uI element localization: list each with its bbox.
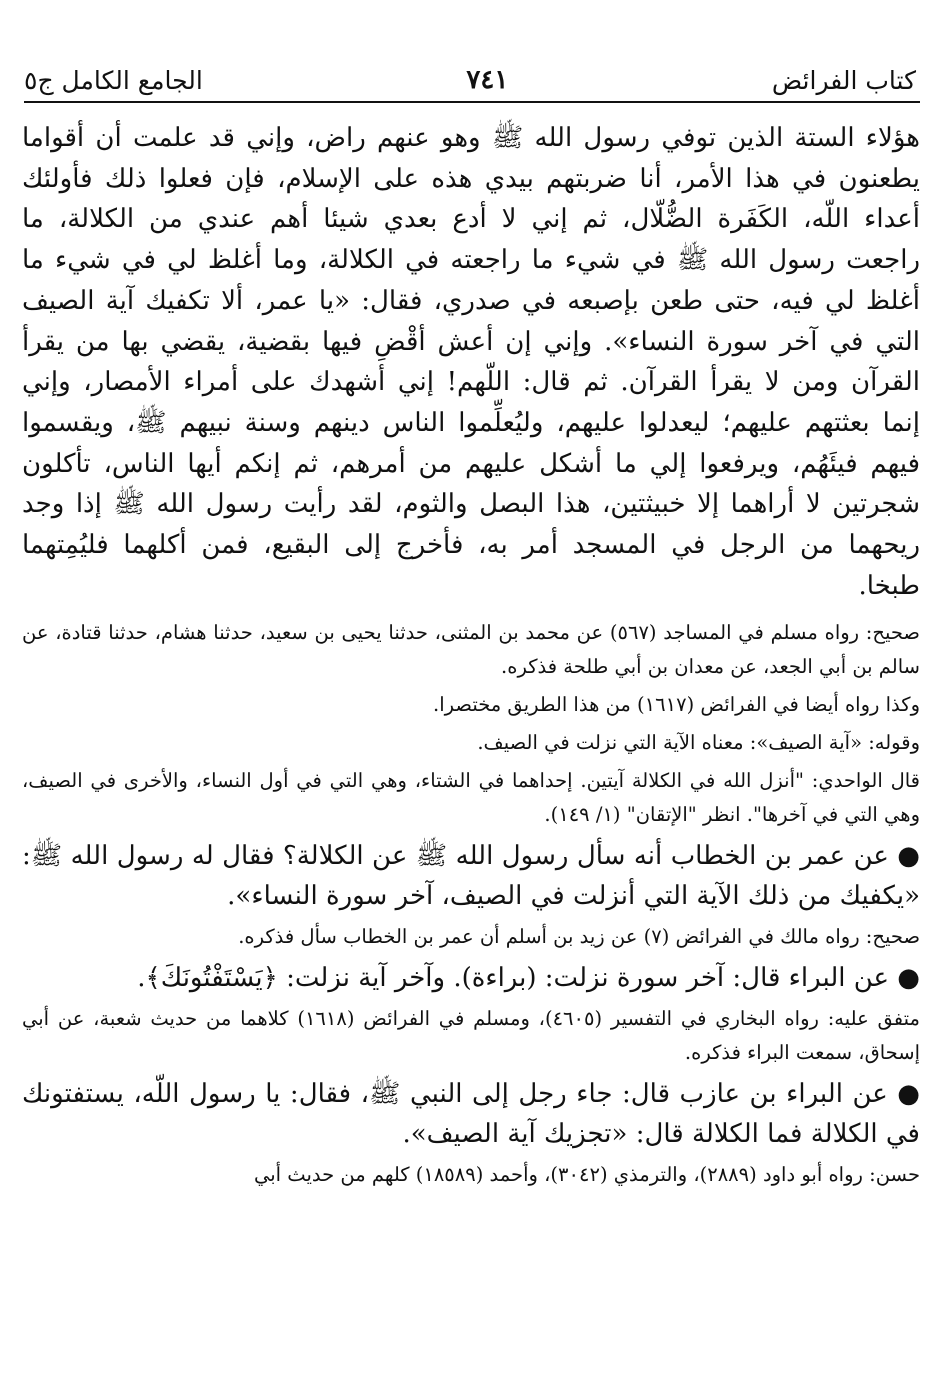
note-malik: صحيح: رواه مالك في الفرائض (٧) عن زيد بن أسلم أن عمر بن الخطاب سأل فذكره.: [238, 925, 920, 949]
volume-title: الجامع الكامل ج٥: [24, 65, 203, 95]
hadith-al-bara-ibn-azib: ● عن البراء بن عازب قال: جاء رجل إلى النبي ﷺ، فقال: يا رسول اللّه، يستفتونك في الكلالة فما الكلالة قال: «تجزيك آية الصيف».: [22, 1079, 920, 1150]
header-divider: [24, 101, 920, 103]
page-body: [22, 118, 920, 1192]
hadith-al-bara: ● عن البراء قال: آخر سورة نزلت: (براءة). وآخر آية نزلت: ﴿يَسْتَفْتُونَكَ﴾.: [137, 963, 920, 994]
note-al-wahidi: قال الواحدي: "أنزل الله في الكلالة آيتين. إحداهما في الشتاء، وهي التي في أول النساء، والأخرى في الصيف، وهي التي في آخرها". انظر "الإتقان" (١/ ١٤٩).: [22, 769, 920, 827]
page-header: [24, 60, 916, 100]
hadith-umar: ● عن عمر بن الخطاب أنه سأل رسول الله ﷺ عن الكلالة؟ فقال له رسول الله ﷺ: «يكفيك من ذلك الآية التي أنزلت في الصيف، آخر سورة النساء».: [22, 841, 920, 912]
book-title: كتاب الفرائض: [771, 65, 916, 95]
note-also-narrated: وكذا رواه أيضا في الفرائض (١٦١٧) من هذا الطريق مختصرا.: [433, 693, 920, 717]
note-hasan: حسن: رواه أبو داود (٢٨٨٩)، والترمذي (٣٠٤٢)، وأحمد (١٨٥٨٩) كلهم من حديث أبي: [254, 1163, 920, 1187]
page-number: ٧٤١: [466, 65, 509, 95]
note-ayat-al-sayf: وقوله: «آية الصيف»: معناه الآية التي نزلت في الصيف.: [477, 731, 920, 755]
main-paragraph: هؤلاء الستة الذين توفي رسول الله ﷺ وهو عنهم راض، وإني قد علمت أن أقواما يطعنون في هذا الأمر، أنا ضربتهم بيدي هذه على الإسلام، فإن فعلوا ذلك فأولئك أعداء اللّه، الكَفَرة الضُّلّال، ثم إني لا أدع بعدي شيئا أهم عندي من الكلالة، ما راجعت رسول الله ﷺ في شيء ما راجعته في الكلالة، وما أغلظ لي في شيء ما أغلظ لي فيه، حتى طعن بإصبعه في صدري، فقال: «يا عمر، ألا تكفيك آية الصيف التي في آخر سورة النساء». وإني إن أعش أقْضِ فيها بقضية، يقضي بها من يقرأ القرآن ومن لا يقرأ القرآن. ثم قال: اللّهم! إني أشهدك على أمراء الأمصار، وإني إنما بعثتهم عليهم؛ ليعدلوا عليهم، وليُعلِّموا الناس دينهم وسنة نبيهم ﷺ، ويقسموا فيهم فيئَهُم، ويرفعوا إلي ما أشكل عليهم من أمرهم، ثم إنكم أيها الناس، تأكلون شجرتين لا أراهما إلا خبيثتين، هذا البصل والثوم، لقد رأيت رسول الله ﷺ إذا وجد ريحهما من الرجل في المسجد أمر به، فأخرج إلى البقيع، فمن أكلهما فليُمِتهما طبخا.: [22, 123, 920, 601]
note-muttafaq-alayh: متفق عليه: رواه البخاري في التفسير (٤٦٠٥)، ومسلم في الفرائض (١٦١٨) كلاهما من حديث شعبة، عن أبي إسحاق، سمعت البراء فذكره.: [22, 1007, 920, 1065]
note-sahih-muslim: صحيح: رواه مسلم في المساجد (٥٦٧) عن محمد بن المثنى، حدثنا يحيى بن سعيد، حدثنا هشام، حدثنا قتادة، عن سالم بن أبي الجعد، عن معدان بن أبي طلحة فذكره.: [22, 621, 920, 679]
